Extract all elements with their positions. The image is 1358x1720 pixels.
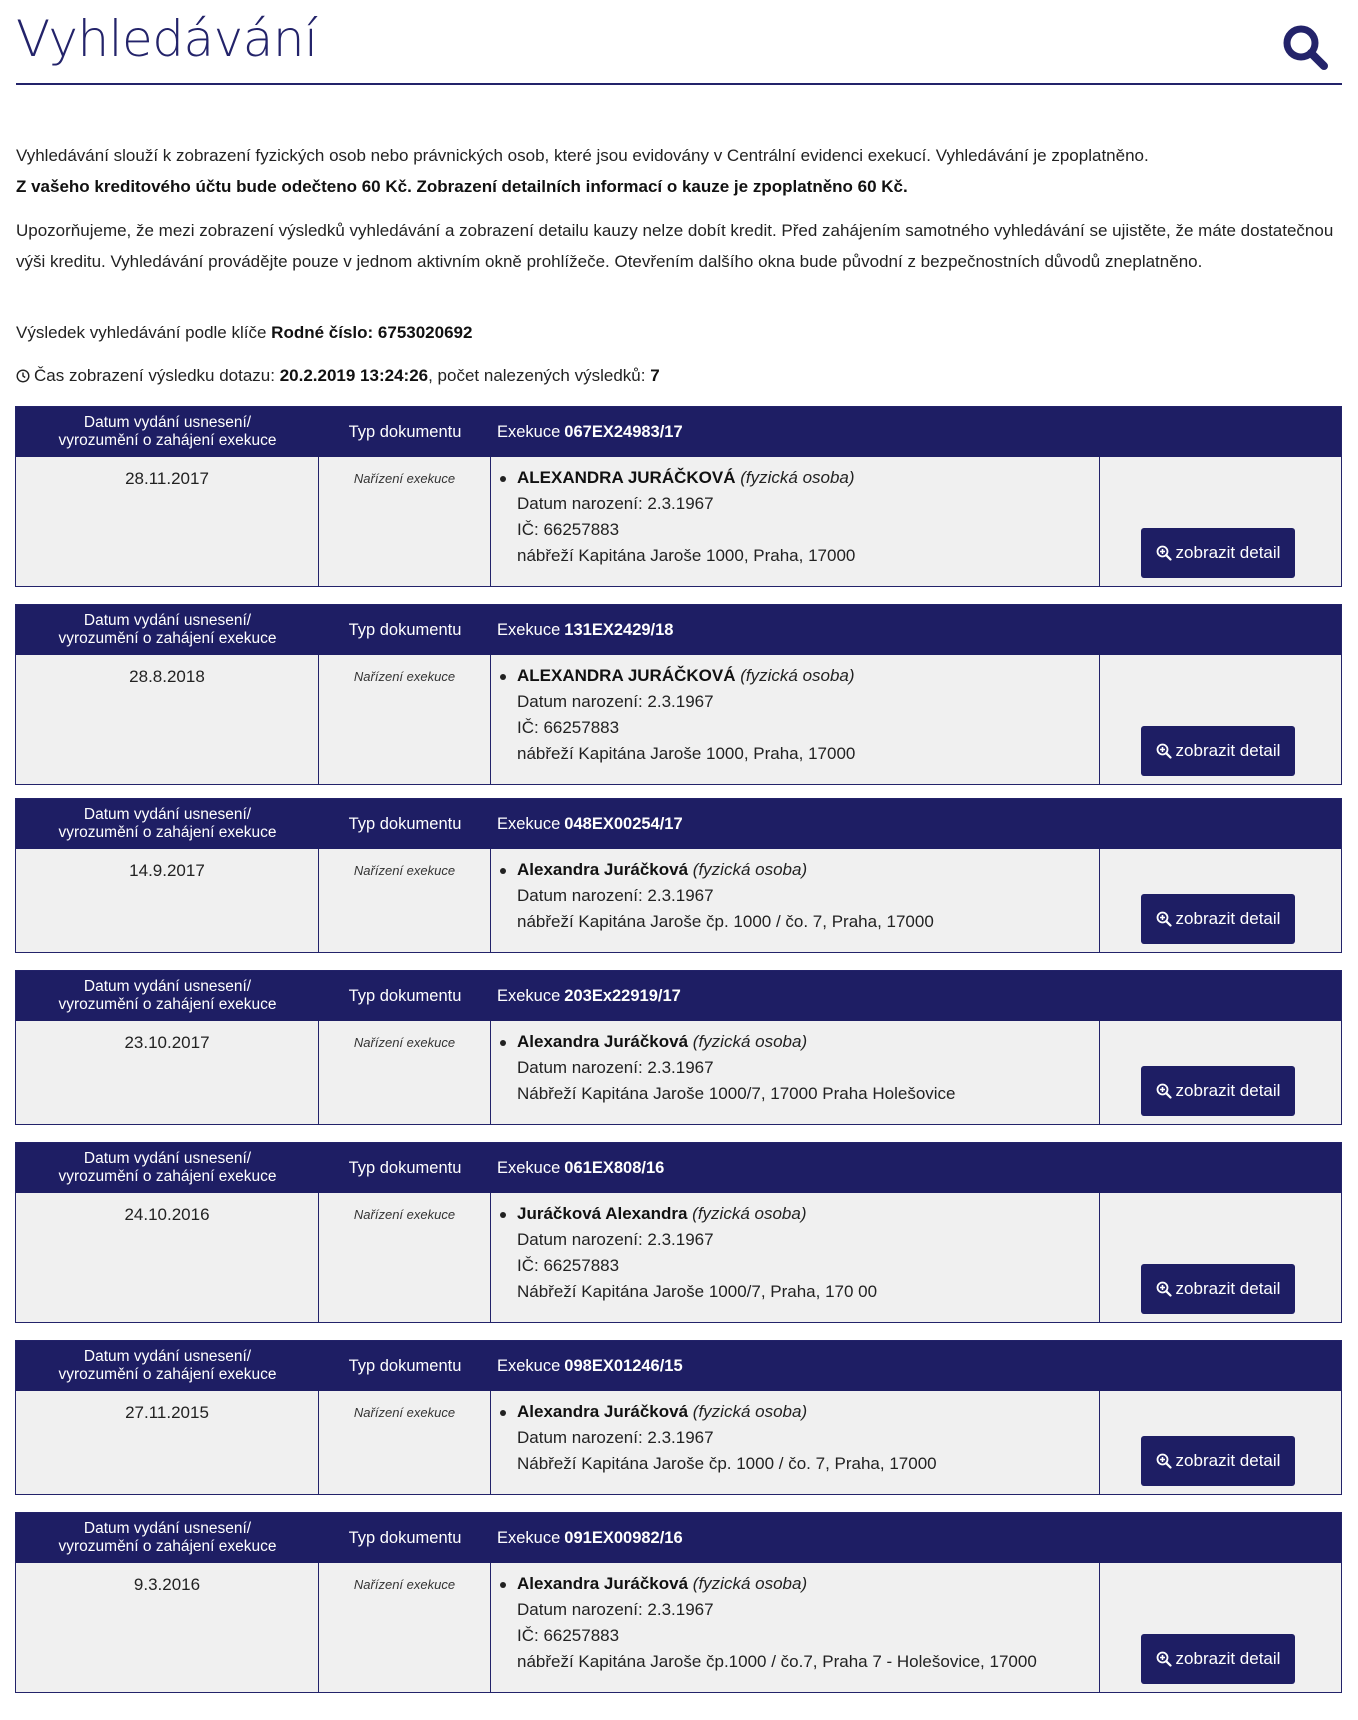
subject-details: [497, 491, 1099, 569]
search-time-info: [16, 366, 1346, 386]
record-subject: [491, 1193, 1100, 1322]
intro-paragraph-notice: Upozorňujeme, že mezi zobrazení výsledků vyhledávání a zobrazení detailu kauzy nelze dobít kredit. Před zahájením samotného vyhledávání se ujistěte, že máte dostatečnou výši kreditu. Vyhledávání provádějte pouze v jednom aktivním okně prohlížeče. Otevřením dalšího okna bude původní z bezpečnostních důvodů zneplatněno.: [16, 221, 1334, 271]
intro-paragraph-fees: [16, 140, 1346, 202]
subject-details: [497, 1597, 1099, 1675]
subject-detail-line: Datum narození: 2.3.1967: [517, 692, 714, 711]
subject-detail-line: nábřeží Kapitána Jaroše 1000, Praha, 17000: [517, 744, 856, 763]
search-time-value: 20.2.2019 13:24:26: [279, 366, 429, 385]
subject-detail-line: IČ: 66257883: [517, 718, 620, 737]
record-body: [16, 849, 1341, 952]
subject-detail-line: IČ: 66257883: [517, 1626, 620, 1645]
search-icon[interactable]: [1280, 22, 1330, 72]
header-exekuce-label: Exekuce: [497, 1158, 561, 1177]
record-subject: [491, 1021, 1100, 1124]
subject-details: [497, 1227, 1099, 1305]
header-date: [16, 1143, 319, 1193]
subject-details: [497, 1425, 1099, 1477]
header-exekuce: [491, 799, 1341, 849]
header-exekuce: [491, 407, 1341, 457]
record-date: 24.10.2016: [16, 1193, 319, 1322]
header-exekuce-label: Exekuce: [497, 1356, 561, 1375]
header-date-line1: Datum vydání usnesení/: [83, 612, 252, 629]
subject-kind: (fyzická osoba): [740, 468, 855, 487]
record-body: [16, 655, 1341, 784]
subject-detail-line: nábřeží Kapitána Jaroše 1000, Praha, 17000: [517, 546, 856, 565]
subject-name: ALEXANDRA JURÁČKOVÁ: [517, 666, 736, 685]
header-date-line2: vyrozumění o zahájení exekuce: [58, 1538, 277, 1555]
show-detail-label: zobrazit detail: [1175, 1649, 1281, 1668]
intro-text: [16, 140, 1346, 290]
header-exekuce-label: Exekuce: [497, 620, 561, 639]
subject-name-line: [497, 1399, 1099, 1425]
header-exekuce-label: Exekuce: [497, 814, 561, 833]
header-date-line2: vyrozumění o zahájení exekuce: [58, 1366, 277, 1383]
record-doc-type: Nařízení exekuce: [319, 1563, 491, 1692]
result-count-value: 7: [650, 366, 660, 385]
show-detail-button[interactable]: [1141, 1264, 1295, 1314]
subject-detail-line: nábřeží Kapitána Jaroše čp. 1000 / čo. 7, Praha, 17000: [517, 912, 934, 931]
header-exekuce: [491, 1513, 1341, 1563]
header-exekuce-label: Exekuce: [497, 986, 561, 1005]
record-actions: [1100, 655, 1341, 784]
subject-name-line: [497, 857, 1099, 883]
intro-fee-warning: Z vašeho kreditového účtu bude odečteno 60 Kč. Zobrazení detailních informací o kauze je zpoplatněno 60 Kč.: [16, 177, 908, 196]
show-detail-button[interactable]: [1141, 1066, 1295, 1116]
result-record: [15, 798, 1342, 953]
subject-name: Alexandra Juráčková: [517, 1574, 689, 1593]
exekuce-id: 131EX2429/18: [564, 620, 674, 639]
header-exekuce: [491, 605, 1341, 655]
header-date-line1: Datum vydání usnesení/: [83, 806, 252, 823]
subject-name-line: [497, 465, 1099, 491]
record-body: [16, 1391, 1341, 1494]
subject-detail-line: Nábřeží Kapitána Jaroše 1000/7, Praha, 170 00: [517, 1282, 878, 1301]
show-detail-label: zobrazit detail: [1175, 543, 1281, 562]
header-date-line1: Datum vydání usnesení/: [83, 1150, 252, 1167]
exekuce-id: 061EX808/16: [564, 1158, 665, 1177]
exekuce-id: 091EX00982/16: [564, 1528, 683, 1547]
header-doc-type: Typ dokumentu: [348, 1528, 462, 1547]
subject-detail-line: Datum narození: 2.3.1967: [517, 1058, 714, 1077]
show-detail-button[interactable]: [1141, 1436, 1295, 1486]
result-count-prefix: , počet nalezených výsledků:: [428, 366, 646, 385]
header-exekuce-label: Exekuce: [497, 422, 561, 441]
subject-details: [497, 1055, 1099, 1107]
subject-details: [497, 689, 1099, 767]
zoom-in-icon: [1156, 1083, 1172, 1099]
subject-kind: (fyzická osoba): [692, 1574, 808, 1593]
subject-name-line: [497, 663, 1099, 689]
record-date: 14.9.2017: [16, 849, 319, 952]
subject-name-line: [497, 1029, 1099, 1055]
header-exekuce: [491, 971, 1341, 1021]
show-detail-button[interactable]: [1141, 1634, 1295, 1684]
exekuce-id: 067EX24983/17: [564, 422, 683, 441]
subject-kind: (fyzická osoba): [692, 860, 808, 879]
page-header: [16, 8, 1342, 85]
show-detail-label: zobrazit detail: [1175, 909, 1281, 928]
header-doc-type: Typ dokumentu: [348, 814, 462, 833]
subject-name-line: [497, 1571, 1099, 1597]
record-subject: [491, 1563, 1100, 1692]
zoom-in-icon: [1156, 743, 1172, 759]
show-detail-label: zobrazit detail: [1175, 1081, 1281, 1100]
record-body: [16, 1193, 1341, 1322]
show-detail-label: zobrazit detail: [1175, 1451, 1281, 1470]
subject-detail-line: Datum narození: 2.3.1967: [517, 1428, 714, 1447]
record-date: 27.11.2015: [16, 1391, 319, 1494]
header-doc-type: Typ dokumentu: [348, 1158, 462, 1177]
zoom-in-icon: [1156, 545, 1172, 561]
header-date: [16, 605, 319, 655]
header-exekuce-label: Exekuce: [497, 1528, 561, 1547]
result-record: [15, 604, 1342, 785]
subject-name: Alexandra Juráčková: [517, 860, 689, 879]
record-actions: [1100, 1193, 1341, 1322]
header-date-line2: vyrozumění o zahájení exekuce: [58, 432, 277, 449]
subject-detail-line: Datum narození: 2.3.1967: [517, 1600, 714, 1619]
header-date-line1: Datum vydání usnesení/: [83, 414, 252, 431]
header-doc-type: Typ dokumentu: [348, 986, 462, 1005]
header-exekuce: [491, 1143, 1341, 1193]
record-subject: [491, 457, 1100, 586]
show-detail-label: zobrazit detail: [1175, 741, 1281, 760]
search-key-value: Rodné číslo: 6753020692: [271, 323, 473, 342]
subject-detail-line: IČ: 66257883: [517, 1256, 620, 1275]
header-date-line2: vyrozumění o zahájení exekuce: [58, 996, 277, 1013]
record-header: [16, 1341, 1341, 1391]
subject-detail-line: IČ: 66257883: [517, 520, 620, 539]
record-doc-type: Nařízení exekuce: [319, 655, 491, 784]
subject-detail-line: Datum narození: 2.3.1967: [517, 1230, 714, 1249]
result-record: [15, 1512, 1342, 1693]
exekuce-id: 203Ex22919/17: [564, 986, 681, 1005]
header-date: [16, 799, 319, 849]
record-header: [16, 1513, 1341, 1563]
subject-name: Alexandra Juráčková: [517, 1032, 689, 1051]
record-subject: [491, 849, 1100, 952]
zoom-in-icon: [1156, 1281, 1172, 1297]
result-record: [15, 1340, 1342, 1495]
record-body: [16, 1563, 1341, 1692]
search-key-info: [16, 323, 1346, 343]
result-record: [15, 970, 1342, 1125]
record-actions: [1100, 849, 1341, 952]
subject-name-line: [497, 1201, 1099, 1227]
header-exekuce: [491, 1341, 1341, 1391]
header-date-line1: Datum vydání usnesení/: [83, 1348, 252, 1365]
subject-details: [497, 883, 1099, 935]
record-header: [16, 1143, 1341, 1193]
header-date-line2: vyrozumění o zahájení exekuce: [58, 630, 277, 647]
record-date: 23.10.2017: [16, 1021, 319, 1124]
header-doc-type: Typ dokumentu: [348, 422, 462, 441]
result-record: [15, 1142, 1342, 1323]
subject-detail-line: Nábřeží Kapitána Jaroše 1000/7, 17000 Praha Holešovice: [517, 1084, 956, 1103]
header-doc-type: Typ dokumentu: [348, 1356, 462, 1375]
subject-detail-line: nábřeží Kapitána Jaroše čp.1000 / čo.7, Praha 7 - Holešovice, 17000: [517, 1652, 1037, 1671]
record-header: [16, 605, 1341, 655]
header-date-line1: Datum vydání usnesení/: [83, 978, 252, 995]
show-detail-button[interactable]: [1141, 726, 1295, 776]
zoom-in-icon: [1156, 1453, 1172, 1469]
subject-kind: (fyzická osoba): [692, 1402, 808, 1421]
record-doc-type: Nařízení exekuce: [319, 1391, 491, 1494]
header-date-line2: vyrozumění o zahájení exekuce: [58, 824, 277, 841]
header-date: [16, 971, 319, 1021]
zoom-in-icon: [1156, 1651, 1172, 1667]
subject-name: Juráčková Alexandra: [517, 1204, 688, 1223]
header-date: [16, 1513, 319, 1563]
subject-kind: (fyzická osoba): [692, 1204, 807, 1223]
header-date: [16, 1341, 319, 1391]
search-key-prefix: Výsledek vyhledávání podle klíče: [16, 323, 267, 342]
subject-detail-line: Nábřeží Kapitána Jaroše čp. 1000 / čo. 7, Praha, 17000: [517, 1454, 937, 1473]
header-doc-type: Typ dokumentu: [348, 620, 462, 639]
record-header: [16, 799, 1341, 849]
exekuce-id: 098EX01246/15: [564, 1356, 683, 1375]
record-doc-type: Nařízení exekuce: [319, 457, 491, 586]
header-date-line2: vyrozumění o zahájení exekuce: [58, 1168, 277, 1185]
header-date-line1: Datum vydání usnesení/: [83, 1520, 252, 1537]
intro-fee-info: Vyhledávání slouží k zobrazení fyzických osob nebo právnických osob, které jsou evidovány v Centrální evidenci exekucí. Vyhledávání je zpoplatněno.: [16, 146, 1149, 165]
record-subject: [491, 655, 1100, 784]
record-header: [16, 407, 1341, 457]
record-actions: [1100, 1391, 1341, 1494]
record-doc-type: Nařízení exekuce: [319, 849, 491, 952]
record-date: 28.8.2018: [16, 655, 319, 784]
record-actions: [1100, 457, 1341, 586]
clock-icon: [16, 369, 30, 383]
subject-name: ALEXANDRA JURÁČKOVÁ: [517, 468, 736, 487]
record-body: [16, 457, 1341, 586]
show-detail-button[interactable]: [1141, 894, 1295, 944]
record-doc-type: Nařízení exekuce: [319, 1193, 491, 1322]
subject-detail-line: Datum narození: 2.3.1967: [517, 886, 714, 905]
page-title: Vyhledávání: [16, 10, 318, 68]
record-actions: [1100, 1021, 1341, 1124]
result-record: [15, 406, 1342, 587]
show-detail-button[interactable]: [1141, 528, 1295, 578]
subject-name: Alexandra Juráčková: [517, 1402, 689, 1421]
record-actions: [1100, 1563, 1341, 1692]
search-time-prefix: Čas zobrazení výsledku dotazu:: [34, 366, 275, 385]
record-header: [16, 971, 1341, 1021]
header-date: [16, 407, 319, 457]
exekuce-id: 048EX00254/17: [564, 814, 683, 833]
record-doc-type: Nařízení exekuce: [319, 1021, 491, 1124]
record-subject: [491, 1391, 1100, 1494]
show-detail-label: zobrazit detail: [1175, 1279, 1281, 1298]
subject-detail-line: Datum narození: 2.3.1967: [517, 494, 714, 513]
zoom-in-icon: [1156, 911, 1172, 927]
record-date: 28.11.2017: [16, 457, 319, 586]
record-body: [16, 1021, 1341, 1124]
record-date: 9.3.2016: [16, 1563, 319, 1692]
subject-kind: (fyzická osoba): [692, 1032, 808, 1051]
subject-kind: (fyzická osoba): [740, 666, 855, 685]
